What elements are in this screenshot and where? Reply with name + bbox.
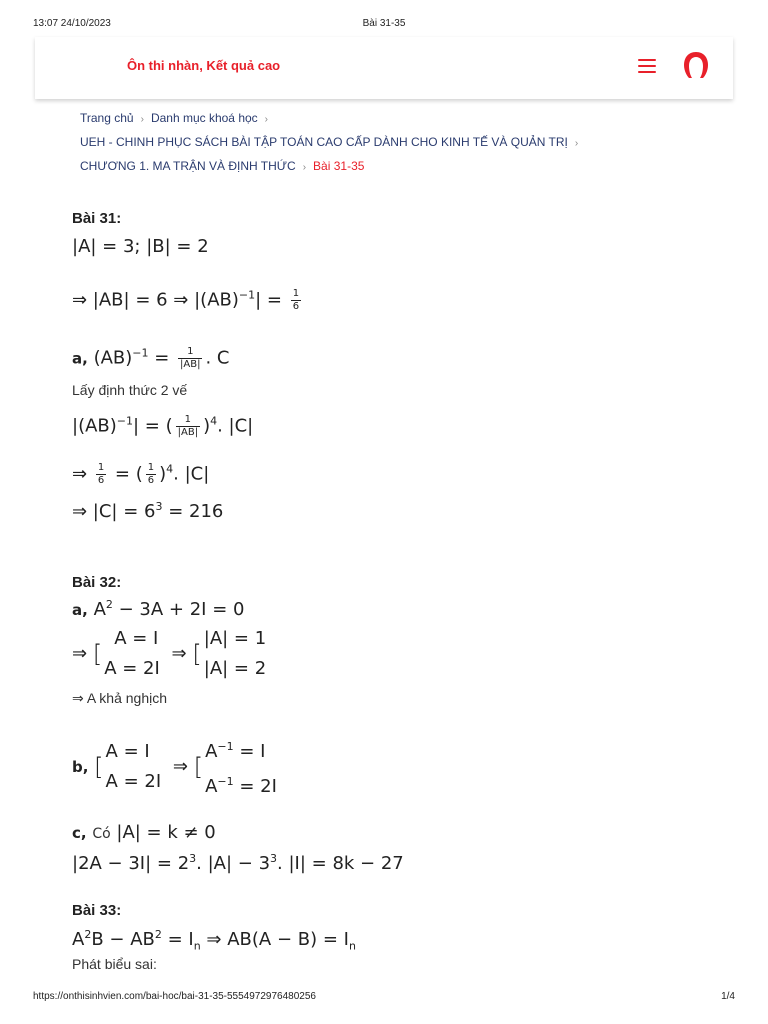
breadcrumb-separator: › bbox=[302, 162, 307, 173]
fraction: $\frac{1}{6}$ bbox=[292, 288, 300, 312]
brand-slogan[interactable]: Ôn thi nhàn, Kết quả cao bbox=[127, 58, 281, 73]
b31-line1: |A| = 3; |B| = 2 bbox=[72, 236, 209, 257]
breadcrumb-separator: › bbox=[264, 114, 269, 125]
b32-title: Bài 32: bbox=[72, 574, 122, 591]
b32-system-a: ⇒ [ A = I A = 2I ⇒ [ |A| = 1 |A| = 2 bbox=[72, 628, 267, 679]
fraction: $\frac{1}{6}$ bbox=[97, 462, 105, 486]
print-title: Bài 31-35 bbox=[362, 18, 406, 29]
fraction: $\frac{1}{|AB|}$ bbox=[177, 414, 199, 438]
breadcrumb-home[interactable]: Trang chủ bbox=[80, 111, 134, 125]
b31-title: Bài 31: bbox=[72, 210, 122, 227]
print-url: https://onthisinhvien.com/bai-hoc/bai-31-35-5554972976480256 bbox=[33, 991, 316, 1002]
print-page-number: 1/4 bbox=[721, 991, 735, 1002]
breadcrumb-chapter[interactable]: CHƯƠNG 1. MA TRẬN VÀ ĐỊNH THỨC bbox=[80, 159, 296, 173]
breadcrumb-course[interactable]: UEH - CHINH PHỤC SÁCH BÀI TẬP TOÁN CAO CẤP DÀNH CHO KINH TẾ VÀ QUẢN TRỊ bbox=[80, 135, 568, 149]
breadcrumb bbox=[80, 107, 720, 179]
b33-title: Bài 33: bbox=[72, 902, 122, 919]
b31-line2: ⇒ |AB| = 6 ⇒ |(AB)$^{-1}$| = $\frac{1}{6}$ bbox=[72, 288, 300, 312]
breadcrumb-separator: › bbox=[140, 114, 144, 125]
fraction: $\frac{1}{|AB|}$ bbox=[180, 346, 201, 370]
breadcrumb-separator: › bbox=[574, 138, 579, 149]
user-avatar-icon[interactable] bbox=[680, 49, 712, 81]
print-datetime: 13:07 24/10/2023 bbox=[33, 18, 111, 29]
hamburger-icon[interactable] bbox=[638, 59, 656, 75]
b32-part-c-line: $|2A - 3I| = 2^3$. $|A| - 3^3$. |I| = 8k − 27 bbox=[72, 852, 404, 874]
b31-part-a: a, (AB)$^{-1}$ = $\frac{1}{|AB|}$ . C bbox=[72, 346, 230, 370]
fraction: $\frac{1}{6}$ bbox=[147, 462, 155, 486]
b32-part-b: b, [ A = I A = 2I ⇒ [ $A^{-1} = I$ $A^{-1} = 2I$ bbox=[72, 740, 277, 797]
b33-note: Phát biểu sai: bbox=[72, 956, 157, 972]
site-header bbox=[35, 37, 733, 99]
breadcrumb-catalog[interactable]: Danh mục khoá học bbox=[150, 111, 258, 125]
b31-note: Lấy định thức 2 vế bbox=[72, 382, 188, 398]
b33-line1: $A^2B - AB^2 = I_n$ ⇒ $AB(A - B) = I_n$ bbox=[72, 928, 356, 953]
b32-part-a: a, $A^2 - 3A + 2I = 0$ bbox=[72, 598, 245, 620]
b32-conclusion: ⇒ A khả nghịch bbox=[72, 690, 168, 706]
b31-line5: ⇒ $\frac{1}{6}$ = ( $\frac{1}{6}$ )$^4$. |C| bbox=[72, 462, 210, 486]
breadcrumb-current: Bài 31-35 bbox=[313, 159, 365, 173]
b32-part-c: c, Có |A| = k ≠ 0 bbox=[72, 822, 216, 843]
b31-line6: ⇒ $|C| = 6^3 = 216$ bbox=[72, 500, 224, 522]
b31-line4: |(AB)$^{-1}$| = ( $\frac{1}{|AB|}$ )$^4$. |C| bbox=[72, 414, 254, 438]
